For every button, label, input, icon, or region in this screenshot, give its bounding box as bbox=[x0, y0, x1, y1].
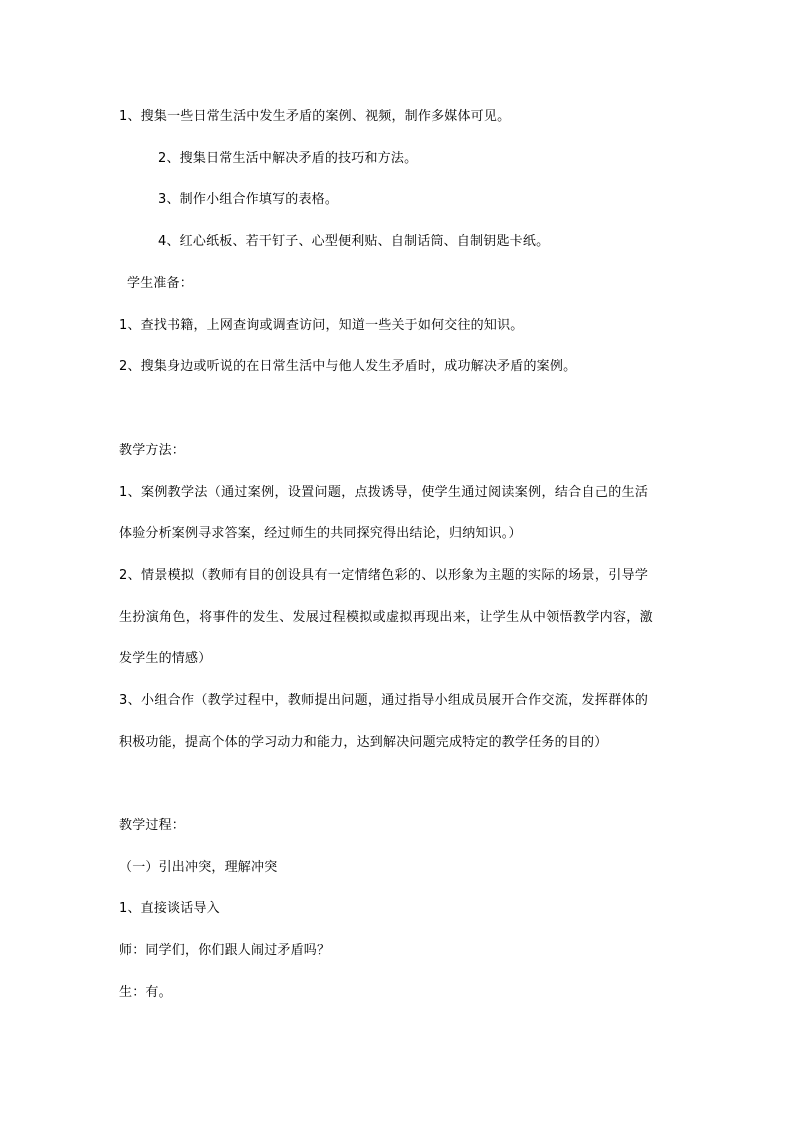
method-3-line-1: 3、小组合作（教学过程中，教师提出问题，通过指导小组成员展开合作交流，发挥群体的 bbox=[119, 693, 649, 708]
teaching-process-heading: 教学过程： bbox=[119, 818, 186, 833]
prep-item-4: 4、红心纸板、若干钉子、心型便利贴、自制话筒、自制钥匙卡纸。 bbox=[158, 234, 550, 249]
prep-item-3: 3、制作小组合作填写的表格。 bbox=[158, 192, 339, 207]
method-1-line-2: 体验分析案例寻求答案，经过师生的共同探究得出结论，归纳知识。） bbox=[119, 526, 522, 541]
step-1-heading: 1、直接谈话导入 bbox=[119, 901, 220, 916]
student-prep-item-2: 2、搜集身边或听说的在日常生活中与他人发生矛盾时，成功解决矛盾的案例。 bbox=[119, 359, 577, 374]
method-2-line-1: 2、情景模拟（教师有目的创设具有一定情绪色彩的、以形象为主题的实际的场景，引导学 bbox=[119, 568, 649, 583]
prep-item-1: 1、搜集一些日常生活中发生矛盾的案例、视频，制作多媒体可见。 bbox=[119, 109, 511, 124]
method-1-line-1: 1、案例教学法（通过案例，设置问题，点拨诱导，使学生通过阅读案例，结合自己的生活 bbox=[119, 485, 649, 500]
student-line: 生：有。 bbox=[119, 985, 172, 1000]
method-3-line-2: 积极功能，提高个体的学习动力和能力，达到解决问题完成特定的教学任务的目的） bbox=[119, 735, 608, 750]
method-2-line-2: 生扮演角色，将事件的发生、发展过程模拟或虚拟再现出来，让学生从中领悟教学内容，激 bbox=[119, 610, 654, 625]
method-2-line-3: 发学生的情感） bbox=[119, 651, 212, 666]
student-prep-heading: 学生准备： bbox=[127, 276, 194, 291]
teacher-line: 师：同学们，你们跟人闹过矛盾吗？ bbox=[119, 943, 331, 958]
teaching-methods-heading: 教学方法： bbox=[119, 443, 186, 458]
prep-item-2: 2、搜集日常生活中解决矛盾的技巧和方法。 bbox=[158, 151, 418, 166]
student-prep-item-1: 1、查找书籍，上网查询或调查访问，知道一些关于如何交往的知识。 bbox=[119, 318, 524, 333]
section-one-heading: （一）引出冲突，理解冲突 bbox=[119, 860, 278, 875]
